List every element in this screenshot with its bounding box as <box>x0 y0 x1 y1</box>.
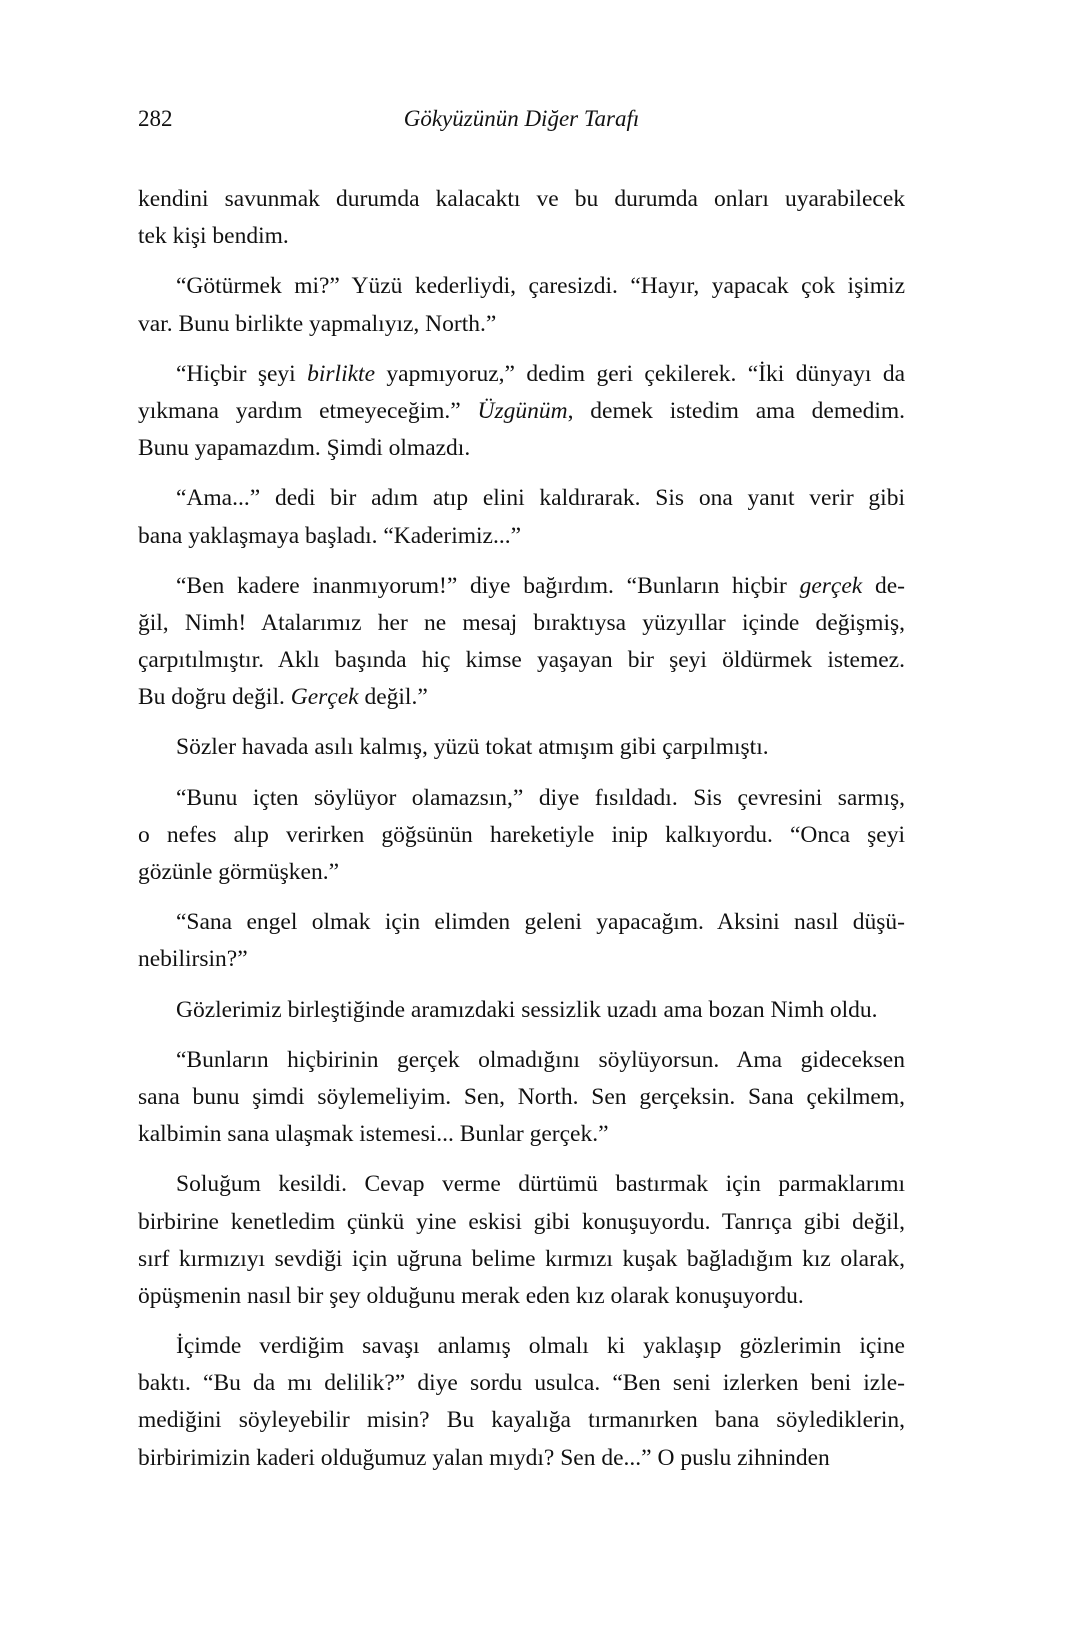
paragraph <box>138 904 905 978</box>
italic-text: birlikte <box>307 360 375 387</box>
text-segment: nebilirsin?” <box>138 946 248 973</box>
text-line <box>138 480 905 517</box>
text-segment: mediğini söyleyebilir misin? Bu kayalığa tırmanırken bana söylediklerin, <box>138 1407 905 1434</box>
text-line <box>138 268 905 305</box>
text-segment: bana yaklaşmaya başladı. “Kaderimiz...” <box>138 522 522 549</box>
text-line <box>138 729 905 766</box>
paragraph <box>138 780 905 892</box>
text-segment: yıkmana yardım etmeyeceğim.” <box>138 397 478 424</box>
text-segment: “Ama...” dedi bir adım atıp elini kaldırarak. Sis ona yanıt verir gibi <box>176 485 905 512</box>
italic-text: Gerçek <box>290 684 359 711</box>
text-line <box>138 430 905 467</box>
paragraph <box>138 268 905 342</box>
text-segment: , demek istedim ama demedim. <box>567 397 906 424</box>
italic-text: gerçek <box>799 572 863 599</box>
text-line <box>138 1166 905 1203</box>
text-line <box>138 518 905 555</box>
text-line <box>138 1365 905 1402</box>
text-segment: kendini savunmak durumda kalacaktı ve bu durumda onları uyarabilecek <box>138 186 905 212</box>
text-line <box>138 568 905 605</box>
paragraph <box>138 729 905 766</box>
text-line <box>138 941 905 978</box>
text-segment: birbirine kenetledim çünkü yine eskisi gibi konuşuyordu. Tanrıça gibi değil, <box>138 1208 905 1235</box>
text-segment: Bunu yapamazdım. Şimdi olmazdı. <box>138 435 471 462</box>
text-line <box>138 356 905 393</box>
text-segment: de- <box>862 572 905 599</box>
text-line <box>138 306 905 343</box>
text-segment: sırf kırmızıyı sevdiği için uğruna belime kırmızı kuşak bağladığım kız olarak, <box>138 1245 905 1272</box>
text-line <box>138 780 905 817</box>
text-segment: “Götürmek mi?” Yüzü kederliydi, çaresizdi. “Hayır, yapacak çok işimiz <box>176 273 905 300</box>
text-line <box>138 1440 905 1477</box>
text-line <box>138 1278 905 1315</box>
text-line <box>138 218 905 255</box>
text-line <box>138 1042 905 1079</box>
text-line <box>138 181 905 218</box>
text-line <box>138 854 905 891</box>
paragraph <box>138 1042 905 1154</box>
text-line <box>138 393 905 430</box>
text-segment: değil.” <box>358 684 428 711</box>
text-segment: “Bunu içten söylüyor olamazsın,” diye fısıldadı. Sis çevresini sarmış, <box>176 784 905 811</box>
text-segment: o nefes alıp verirken göğsünün hareketiyle inip kalkıyordu. “Onca şeyi <box>138 821 905 848</box>
text-segment: gözünle görmüşken.” <box>138 859 340 885</box>
text-segment: çarpıtılmıştır. Aklı başında hiç kimse yaşayan bir şeyi öldürmek istemez. <box>138 647 905 674</box>
text-segment: var. Bunu birlikte yapmalıyız, North.” <box>138 310 497 337</box>
text-segment: Soluğum kesildi. Cevap verme dürtümü bastırmak için parmaklarımı <box>176 1171 905 1198</box>
text-segment: “Sana engel olmak için elimden geleni yapacağım. Aksini nasıl düşü- <box>176 909 905 936</box>
text-segment: Bu doğru değil. <box>138 684 291 711</box>
italic-text: Üzgünüm <box>477 397 568 424</box>
page-number: 282 <box>138 106 173 131</box>
text-segment: “Hiçbir şeyi <box>176 360 308 387</box>
text-segment: baktı. “Bu da mı delilik?” diye sordu usulca. “Ben seni izlerken beni izle- <box>138 1370 905 1397</box>
text-line <box>138 904 905 941</box>
text-line <box>138 1204 905 1241</box>
text-line <box>138 992 905 1029</box>
text-segment: Sözler havada asılı kalmış, yüzü tokat atmışım gibi çarpılmıştı. <box>176 734 769 761</box>
text-line <box>138 1116 905 1153</box>
text-line <box>138 1079 905 1116</box>
text-segment: İçimde verdiğim savaşı anlamış olmalı ki yaklaşıp gözlerimin içine <box>176 1333 905 1360</box>
text-segment: “Ben kadere inanmıyorum!” diye bağırdım. “Bunların hiçbir <box>176 572 800 599</box>
text-line <box>138 642 905 679</box>
text-segment: kalbimin sana ulaşmak istemesi... Bunlar gerçek.” <box>138 1121 609 1148</box>
text-line <box>138 679 905 716</box>
text-line <box>138 605 905 642</box>
text-segment: öpüşmenin nasıl bir şey olduğunu merak eden kız olarak konuşuyordu. <box>138 1282 804 1309</box>
text-line <box>138 1241 905 1278</box>
text-segment: yapmıyoruz,” dedim geri çekilerek. “İki dünyayı da <box>375 360 906 387</box>
paragraph <box>138 480 905 554</box>
text-segment: birbirimizin kaderi olduğumuz yalan mıydı? Sen de...” O puslu zihninden <box>138 1444 830 1471</box>
text-segment: Gözlerimiz birleştiğinde aramızdaki sessizlik uzadı ama bozan Nimh oldu. <box>176 996 878 1023</box>
page-body <box>138 181 905 1490</box>
paragraph <box>138 1166 905 1315</box>
text-line <box>138 1402 905 1439</box>
text-segment: tek kişi bendim. <box>138 223 289 250</box>
text-line <box>138 817 905 854</box>
text-segment: sana bunu şimdi söylemeliyim. Sen, North. Sen gerçeksin. Sana çekilmem, <box>138 1083 905 1110</box>
paragraph <box>138 568 905 717</box>
paragraph <box>138 1328 905 1477</box>
text-segment: “Bunların hiçbirinin gerçek olmadığını söylüyorsun. Ama gideceksen <box>176 1046 905 1073</box>
running-title: Gökyüzünün Diğer Tarafı <box>403 106 640 131</box>
paragraph <box>138 356 905 468</box>
paragraph <box>138 181 905 255</box>
text-line <box>138 1328 905 1365</box>
page-header <box>138 106 905 140</box>
text-segment: ğil, Nimh! Atalarımız her ne mesaj bıraktıysa yüzyıllar içinde değişmiş, <box>138 609 905 636</box>
paragraph <box>138 992 905 1029</box>
